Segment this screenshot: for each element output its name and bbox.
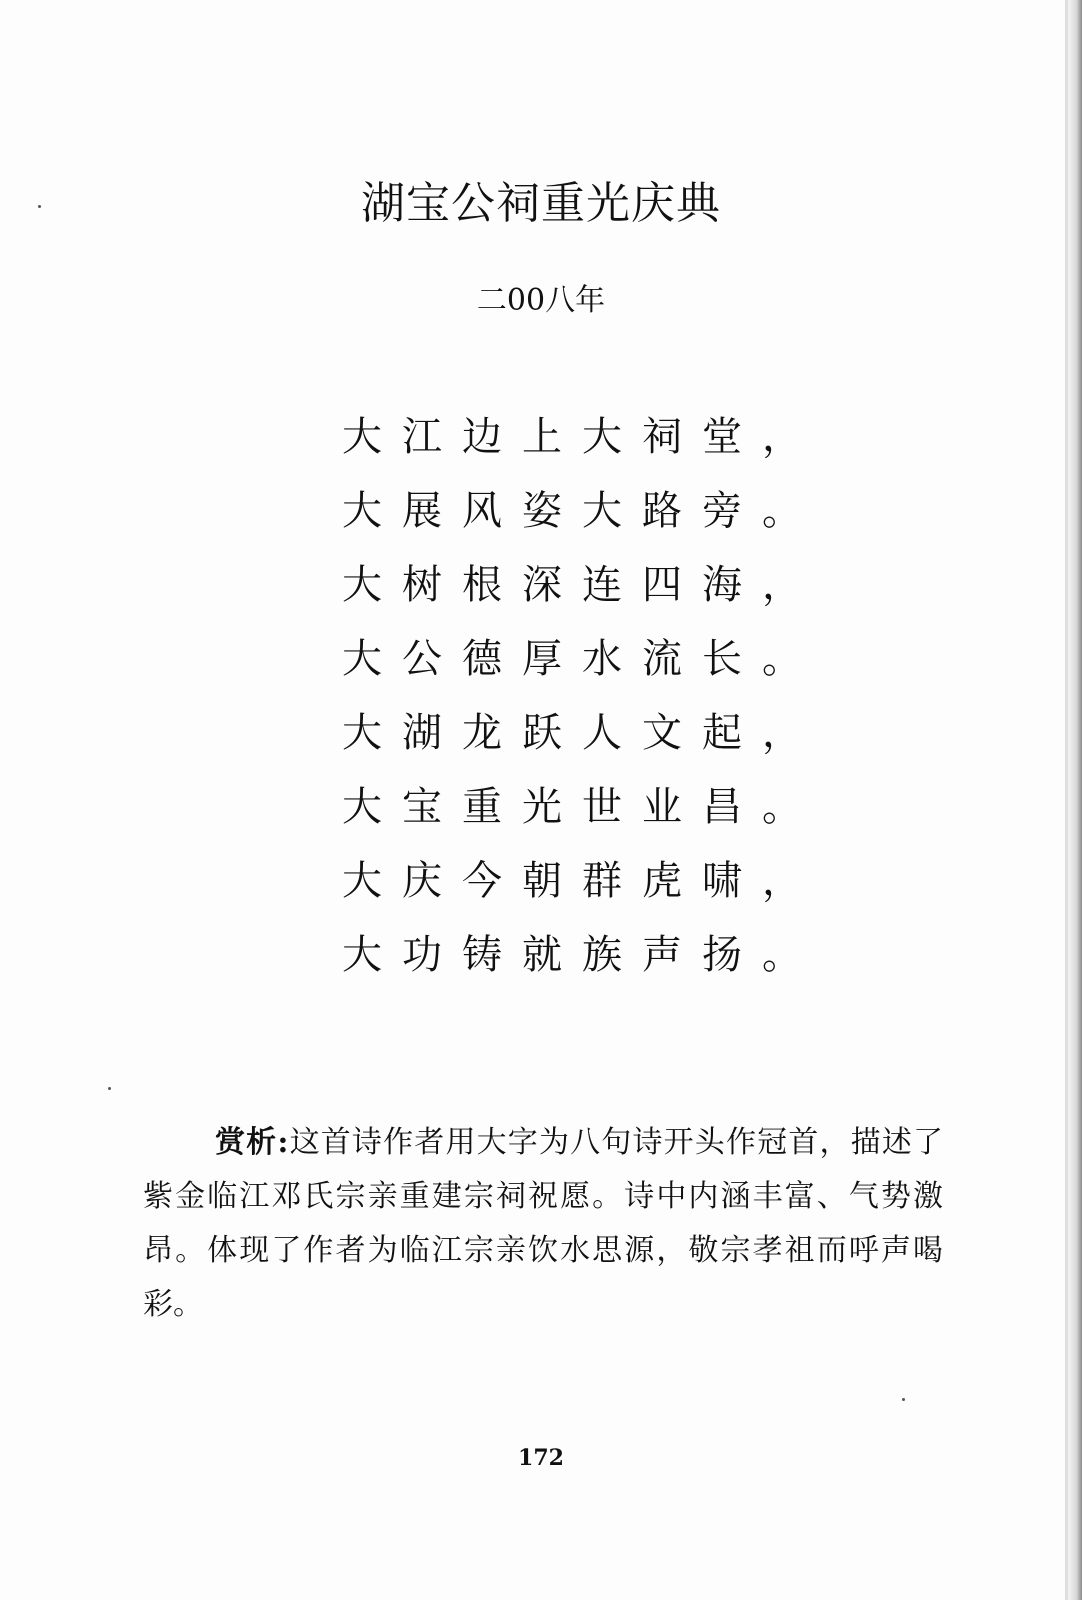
poem [342,408,822,1000]
page-subtitle-year: 二00八年 [476,283,606,318]
commentary-paragraph [143,1116,943,1332]
poem-line: 大江边上大祠堂， [342,414,822,460]
commentary-text: 这首诗作者用大字为八句诗开头作冠首，描述了紫金临江邓氏宗亲重建宗祠祝愿。诗中内涵丰富、气势激昂。体现了作者为临江宗亲饮水思源，敬宗孝祖而呼声喝彩。 [143,1125,944,1322]
poem-line: 大功铸就族声扬。 [342,932,822,978]
poem-line: 大树根深连四海， [342,562,822,608]
page-edge [1068,0,1082,1600]
page-number: 172 [518,1445,564,1471]
page-title: 湖宝公祠重光庆典 [361,178,721,229]
scan-speck [902,1398,905,1401]
poem-line: 大公德厚水流长。 [342,636,822,682]
commentary-label: 赏析: [215,1125,289,1160]
scan-speck [108,1087,111,1090]
poem-line: 大庆今朝群虎啸， [342,858,822,904]
poem-line: 大湖龙跃人文起， [342,710,822,756]
poem-line: 大展风姿大路旁。 [342,488,822,534]
poem-line: 大宝重光世业昌。 [342,784,822,830]
